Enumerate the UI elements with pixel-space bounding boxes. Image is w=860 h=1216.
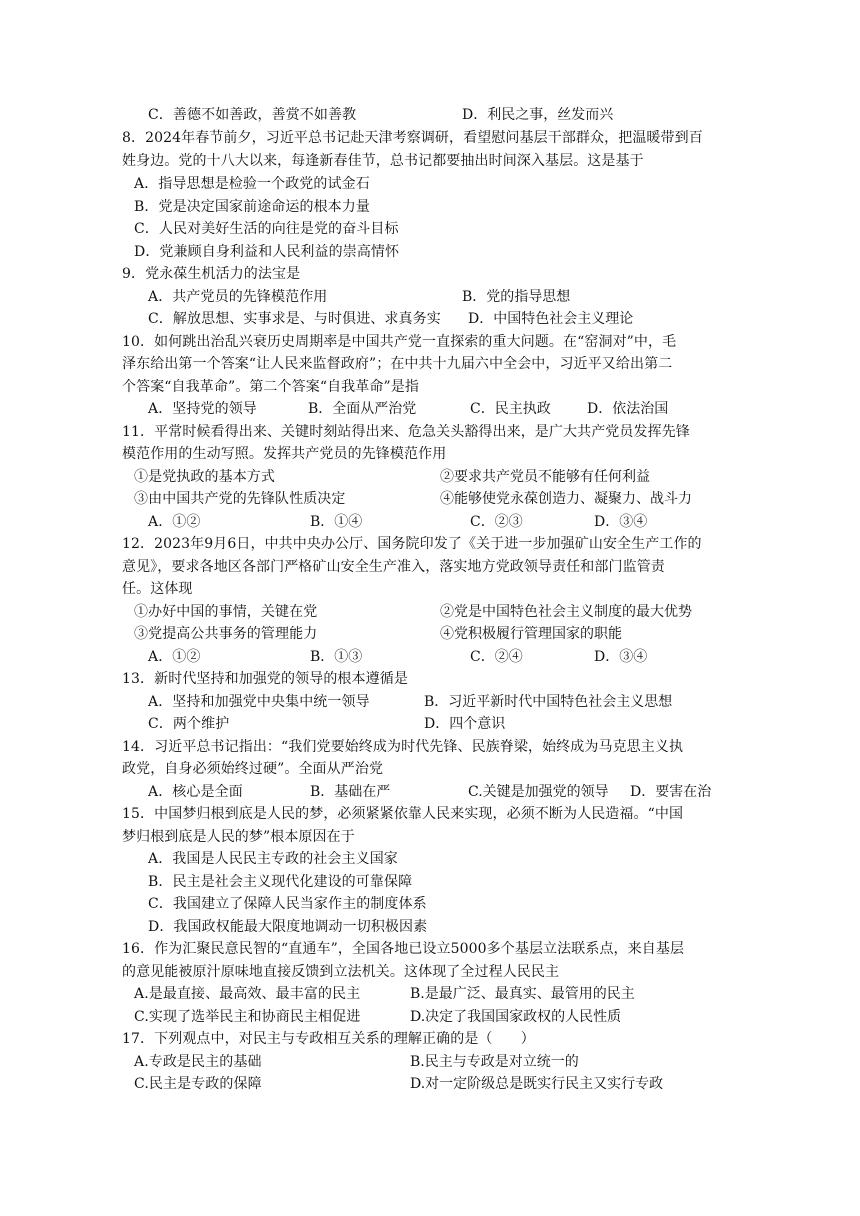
- q12-stem-line-3: 任。这体现: [122, 581, 193, 597]
- q14-option-c: C.关键是加强党的领导: [468, 784, 609, 800]
- q13-option-a: A．坚持和加强党中央集中统一领导: [148, 694, 370, 710]
- q9-option-b: B．党的指导思想: [462, 289, 571, 305]
- q12-statement-1: ①办好中国的事情，关键在党: [134, 604, 318, 620]
- q11-option-a: A．①②: [148, 514, 201, 530]
- q15-option-a: A．我国是人民民主专政的社会主义国家: [148, 851, 398, 867]
- q14-option-d: D．要害在治: [630, 784, 712, 800]
- q14-option-b: B．基础在严: [310, 784, 391, 800]
- q15-stem-line-1: 15．中国梦归根到底是人民的梦，必须紧紧依靠人民来实现，必须不断为人民造福。“中国: [122, 806, 684, 822]
- q13-option-b: B．习近平新时代中国特色社会主义思想: [424, 694, 673, 710]
- q15-option-d: D．我国政权能最大限度地调动一切积极因素: [148, 919, 428, 935]
- q17-option-c: C.民主是专政的保障: [134, 1076, 262, 1092]
- q12-statement-4: ④党积极履行管理国家的职能: [440, 626, 622, 642]
- q9-option-a: A．共产党员的先锋模范作用: [148, 289, 328, 305]
- q8-stem-line-2: 姓身边。党的十八大以来，每逢新春佳节，总书记都要抽出时间深入基层。这是基于: [122, 153, 644, 169]
- q8-option-a: A．指导思想是检验一个政党的试金石: [134, 176, 370, 192]
- q12-stem-line-2: 意见》，要求各地区各部门严格矿山安全生产准入，落实地方党政领导责任和部门监管责: [122, 559, 665, 575]
- q12-statement-3: ③党提高公共事务的管理能力: [134, 626, 318, 642]
- q7-option-c: C．善德不如善政，善赏不如善教: [148, 107, 357, 123]
- q8-option-d: D．党兼顾自身利益和人民利益的崇高情怀: [134, 244, 400, 260]
- q14-option-a: A．核心是全面: [148, 784, 243, 800]
- q9-option-c: C．解放思想、实事求是、与时俱进、求真务实: [148, 311, 441, 327]
- q12-option-d: D．③④: [594, 649, 648, 665]
- q11-statement-2: ②要求共产党员不能够有任何利益: [440, 469, 650, 485]
- q15-option-b: B．民主是社会主义现代化建设的可靠保障: [148, 874, 413, 890]
- q17-option-a: A.专政是民主的基础: [134, 1054, 262, 1070]
- q9-option-d: D．中国特色社会主义理论: [468, 311, 634, 327]
- q11-stem-line-2: 模范作用的生动写照。发挥共产党员的先锋模范作用: [122, 446, 447, 462]
- q13-option-c: C．两个维护: [148, 716, 230, 732]
- q14-stem-line-1: 14．习近平总书记指出：“我们党要始终成为时代先锋、民族脊梁，始终成为马克思主义执: [122, 739, 684, 755]
- q16-option-b: B.是最广泛、最真实、最管用的民主: [410, 986, 635, 1002]
- q12-stem-line-1: 12．2023年9月6日，中共中央办公厅、国务院印发了《关于进一步加强矿山安全生产工作的: [122, 536, 702, 552]
- q11-statement-1: ①是党执政的基本方式: [134, 469, 275, 485]
- q11-stem-line-1: 11．平常时候看得出来、关键时刻站得出来、危急关头豁得出来，是广大共产党员发挥先锋: [122, 424, 690, 440]
- q10-stem-line-3: 个答案“自我革命”。第二个答案“自我革命”是指: [122, 379, 419, 395]
- q10-stem-line-1: 10．如何跳出治乱兴衰历史周期率是中国共产党一直探索的重大问题。在“窑洞对”中，毛: [122, 334, 677, 350]
- q10-option-b: B．全面从严治党: [308, 401, 417, 417]
- q11-option-c: C．②③: [470, 514, 523, 530]
- q16-option-a: A.是最直接、最高效、最丰富的民主: [134, 986, 361, 1002]
- q10-stem-line-2: 泽东给出第一个答案“让人民来监督政府”；在中共十九届六中全会中，习近平又给出第二: [122, 356, 673, 372]
- q15-option-c: C．我国建立了保障人民当家作主的制度体系: [148, 896, 427, 912]
- q8-option-b: B．党是决定国家前途命运的根本力量: [134, 199, 370, 215]
- q16-stem-line-2: 的意见能被原汁原味地直接反馈到立法机关。这体现了全过程人民民主: [122, 964, 560, 980]
- q11-option-b: B．①④: [310, 514, 363, 530]
- q17-option-b: B.民主与专政是对立统一的: [410, 1054, 579, 1070]
- q15-stem-line-2: 梦归根到底是人民的梦”根本原因在于: [122, 829, 355, 845]
- q17-option-d: D.对一定阶级总是既实行民主又实行专政: [410, 1076, 664, 1092]
- q11-option-d: D．③④: [594, 514, 648, 530]
- q11-statement-3: ③由中国共产党的先锋队性质决定: [134, 491, 346, 507]
- q17-stem: 17．下列观点中，对民主与专政相互关系的理解正确的是（ ）: [122, 1031, 535, 1047]
- q13-stem: 13．新时代坚持和加强党的领导的根本遵循是: [122, 671, 408, 687]
- q13-option-d: D．四个意识: [424, 716, 506, 732]
- q8-stem-line-1: 8．2024年春节前夕，习近平总书记赴天津考察调研，看望慰问基层干部群众，把温暖带到百: [122, 130, 703, 146]
- q9-stem: 9．党永葆生机活力的法宝是: [122, 266, 301, 282]
- q12-option-b: B．①③: [310, 649, 363, 665]
- q8-option-c: C．人民对美好生活的向往是党的奋斗目标: [134, 221, 399, 237]
- q16-stem-line-1: 16．作为汇聚民意民智的“直通车”，全国各地已设立5000多个基层立法联系点，来自基层: [122, 941, 685, 957]
- q10-option-d: D．依法治国: [587, 401, 669, 417]
- q10-option-a: A．坚持党的领导: [148, 401, 257, 417]
- q10-option-c: C．民主执政: [470, 401, 551, 417]
- q16-option-c: C.实现了选举民主和协商民主相促进: [134, 1009, 361, 1025]
- q12-option-c: C．②④: [470, 649, 523, 665]
- q12-statement-2: ②党是中国特色社会主义制度的最大优势: [440, 604, 692, 620]
- q16-option-d: D.决定了我国国家政权的人民性质: [410, 1009, 622, 1025]
- q12-option-a: A．①②: [148, 649, 201, 665]
- q14-stem-line-2: 政党，自身必须始终过硬”。全面从严治党: [122, 761, 384, 777]
- q11-statement-4: ④能够使党永葆创造力、凝聚力、战斗力: [440, 491, 692, 507]
- q7-option-d: D．利民之事，丝发而兴: [462, 107, 614, 123]
